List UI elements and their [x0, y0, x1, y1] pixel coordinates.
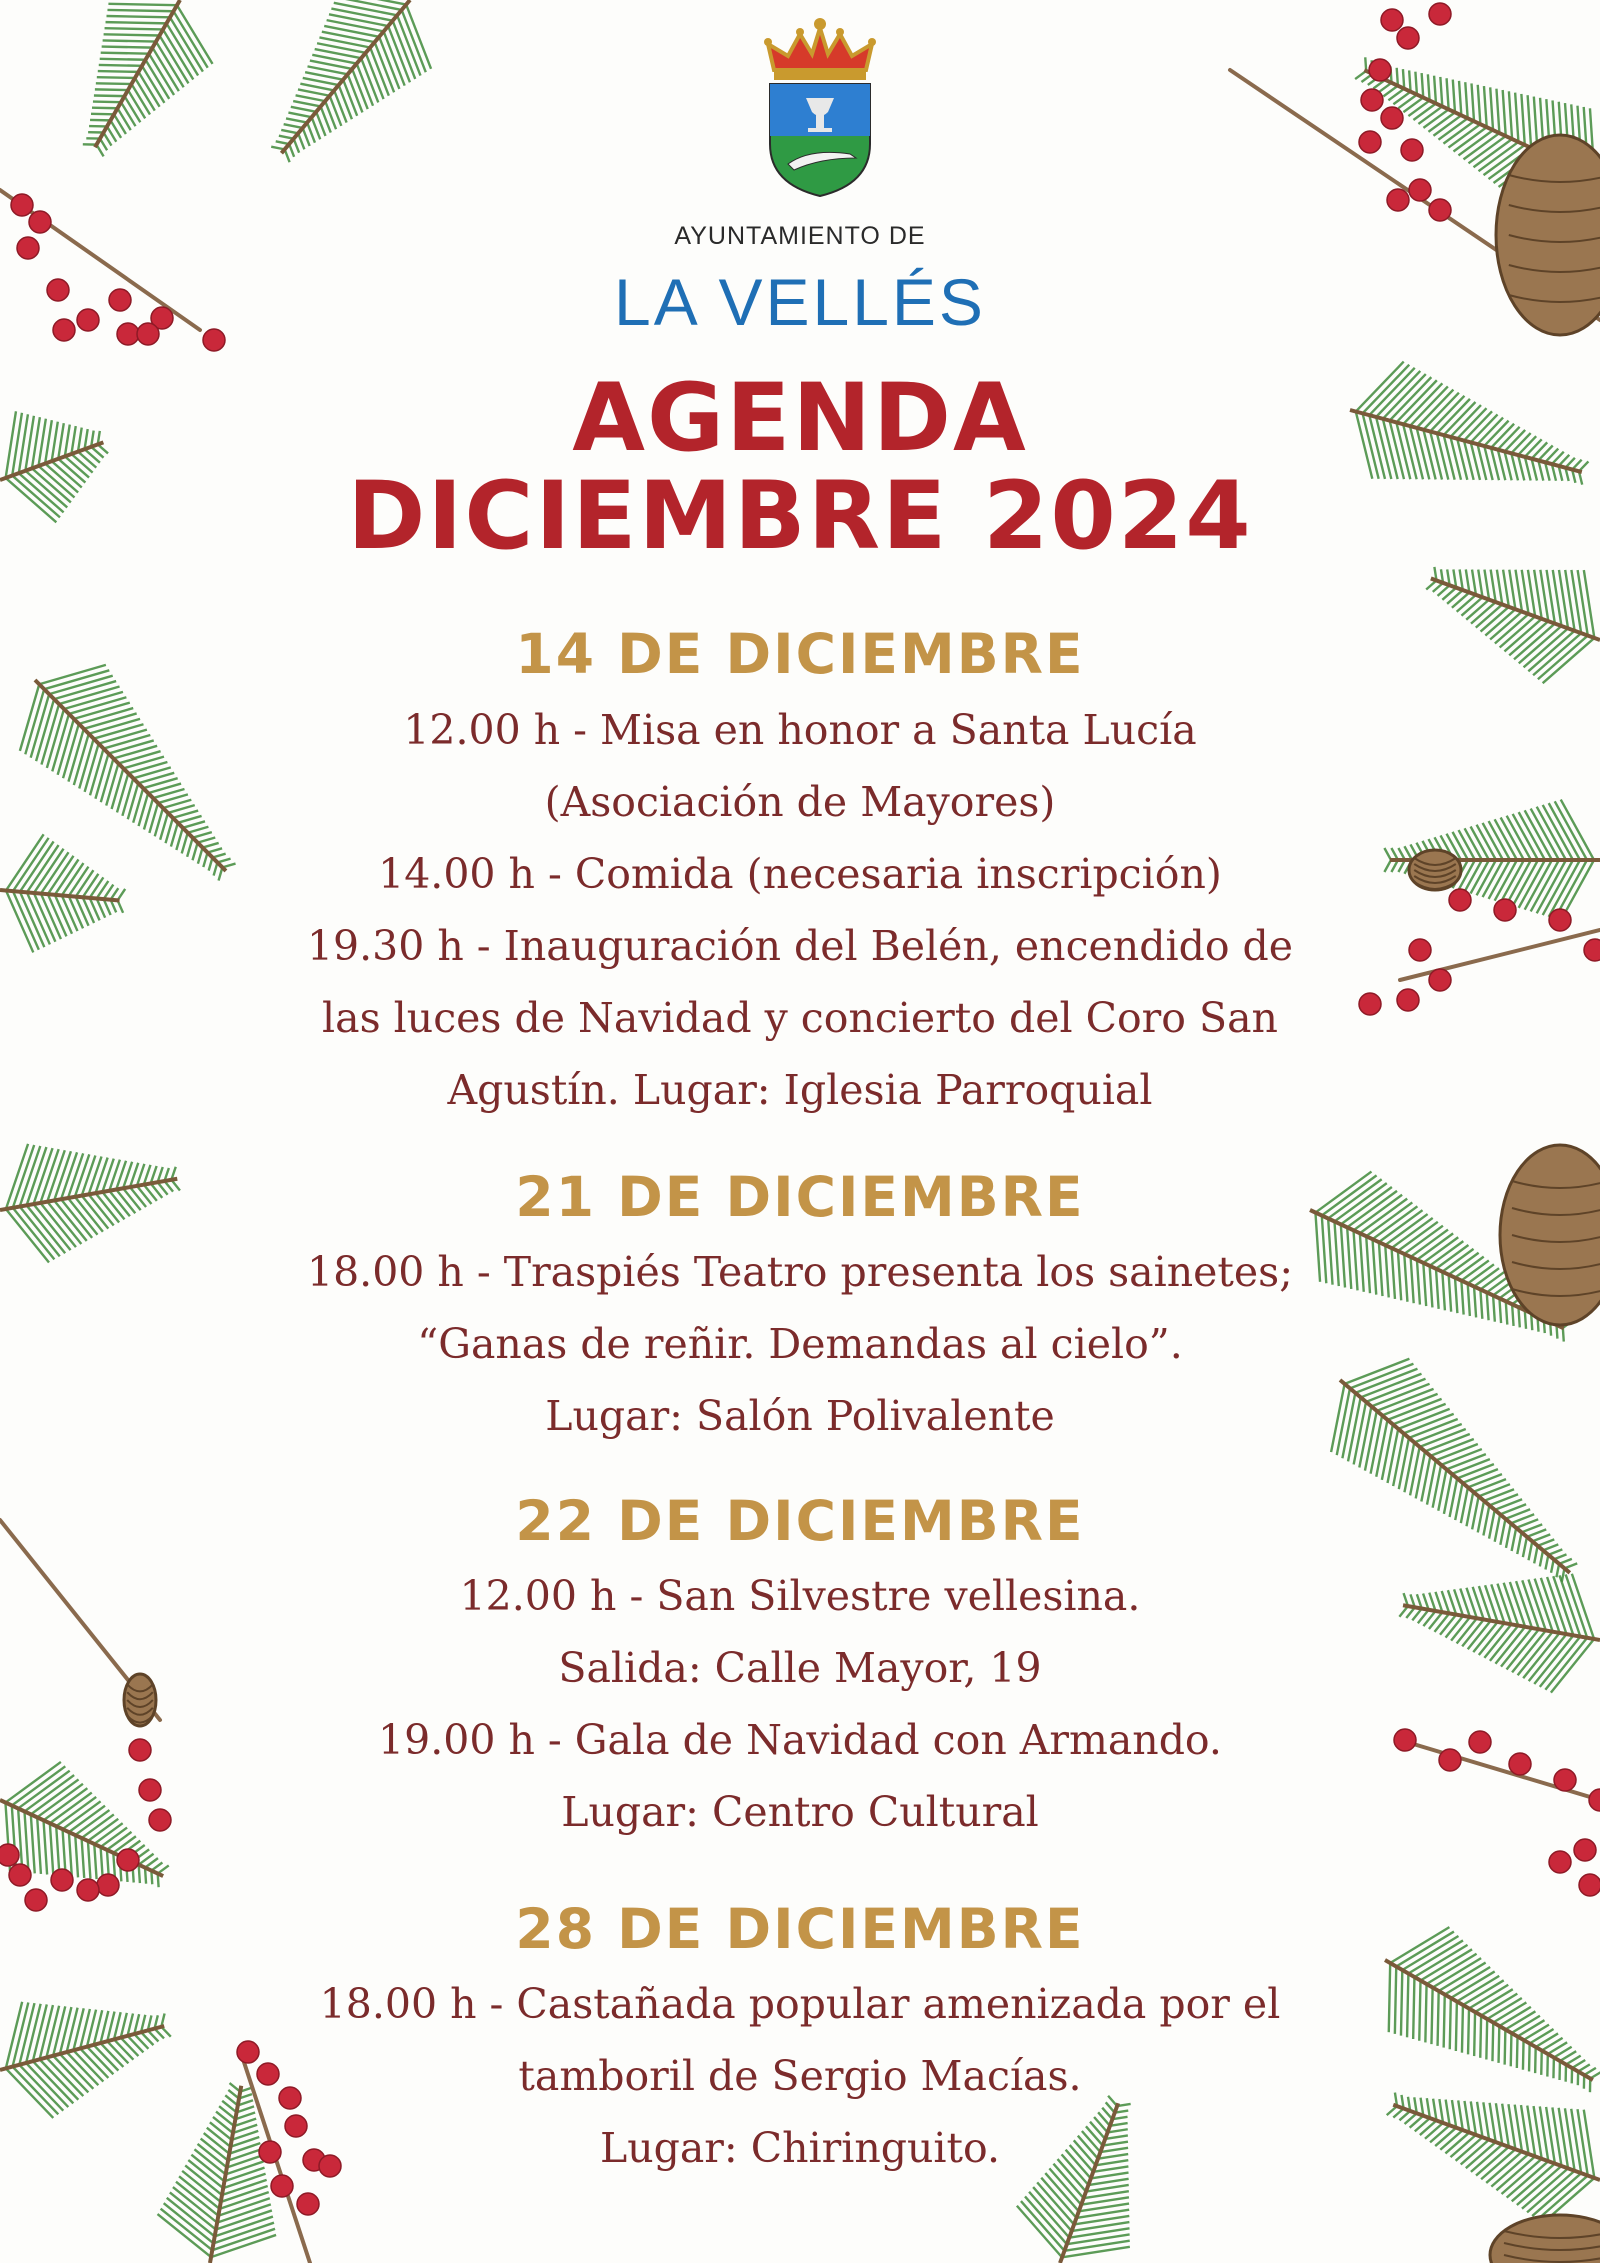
berry-icon [1359, 131, 1381, 153]
agenda-title: AGENDA [572, 364, 1028, 473]
berry-icon [257, 2063, 279, 2085]
pine-branch-icon [41, 0, 232, 180]
berry-icon [1397, 989, 1419, 1011]
berry-icon [137, 323, 159, 345]
berry-icon [1574, 1839, 1596, 1861]
town-name: LA VELLÉS [614, 265, 986, 339]
event-date-heading: 14 DE DICIEMBRE [515, 622, 1085, 686]
berry-icon [271, 2175, 293, 2197]
berry-icon [1381, 107, 1403, 129]
berry-icon [1429, 199, 1451, 221]
event-detail-line: (Asociación de Mayores) [544, 778, 1056, 826]
berry-icon [17, 237, 39, 259]
berry-icon [1387, 189, 1409, 211]
berry-icon [279, 2087, 301, 2109]
event-detail-line: 19.30 h - Inauguración del Belén, encendido de [306, 922, 1294, 970]
berry-icon [1401, 139, 1423, 161]
council-label: AYUNTAMIENTO DE [674, 222, 926, 250]
event-detail-line: las luces de Navidad y concierto del Coro San [322, 994, 1278, 1042]
berry-icon [97, 1874, 119, 1896]
berry-icon [259, 2141, 281, 2163]
pine-branch-icon [1410, 522, 1600, 697]
pine-branch-icon [234, 0, 456, 193]
berry-icon [1409, 179, 1431, 201]
month-title: DICIEMBRE 2024 [347, 462, 1253, 571]
berry-icon [1549, 909, 1571, 931]
berry-icon [1439, 1749, 1461, 1771]
berry-icon [1579, 1874, 1600, 1896]
berry-icon [1409, 939, 1431, 961]
event-detail-line: 18.00 h - Castañada popular amenizada por el [319, 1980, 1281, 2028]
berry-icon [297, 2193, 319, 2215]
event-detail-line: 14.00 h - Comida (necesaria inscripción) [378, 850, 1222, 898]
berry-icon [1397, 27, 1419, 49]
event-detail-line: Salida: Calle Mayor, 19 [558, 1644, 1042, 1692]
berry-icon [117, 323, 139, 345]
berry-icon [1509, 1753, 1531, 1775]
pine-branch-icon [0, 1967, 183, 2128]
berry-icon [77, 1879, 99, 1901]
berry-icon [139, 1779, 161, 1801]
event-detail-line: Lugar: Chiringuito. [599, 2124, 1000, 2172]
pine-branch-icon [0, 831, 129, 960]
event-detail-line: 18.00 h - Traspiés Teatro presenta los sainetes; [306, 1248, 1294, 1296]
berry-icon [149, 1809, 171, 1831]
berry-icon [203, 329, 225, 351]
event-detail-line: Agustín. Lugar: Iglesia Parroquial [447, 1066, 1153, 1114]
pine-branch-icon [0, 387, 124, 536]
berry-icon [1469, 1731, 1491, 1753]
berry-icon [9, 1864, 31, 1886]
berry-icon [1589, 1789, 1600, 1811]
berry-icon [1584, 939, 1600, 961]
event-detail-line: tamboril de Sergio Macías. [518, 2052, 1082, 2100]
berry-icon [1361, 89, 1383, 111]
berry-icon [11, 194, 33, 216]
event-date-heading: 22 DE DICIEMBRE [515, 1489, 1085, 1553]
berry-icon [1429, 969, 1451, 991]
event-detail-line: Lugar: Salón Polivalente [545, 1392, 1055, 1440]
pine-branch-icon [0, 1119, 188, 1269]
berry-icon [129, 1739, 151, 1761]
event-detail-line: 19.00 h - Gala de Navidad con Armando. [378, 1716, 1222, 1764]
berry-icon [1359, 993, 1381, 1015]
berry-icon [47, 279, 69, 301]
coat-of-arms-icon [760, 8, 880, 198]
berry-icon [1554, 1769, 1576, 1791]
berry-icon [1429, 3, 1451, 25]
pine-branch-icon [1334, 351, 1600, 531]
berry-icon [29, 211, 51, 233]
pine-branch-icon [1355, 1907, 1600, 2134]
event-detail-line: 12.00 h - San Silvestre vellesina. [459, 1572, 1141, 1620]
event-detail-line: 12.00 h - Misa en honor a Santa Lucía [403, 706, 1197, 754]
berry-icon [109, 289, 131, 311]
pine-branch-icon [1301, 1333, 1600, 1619]
event-date-heading: 21 DE DICIEMBRE [515, 1165, 1085, 1229]
berry-icon [1494, 899, 1516, 921]
pine-branch-icon [1391, 1546, 1600, 1700]
event-detail-line: Lugar: Centro Cultural [561, 1788, 1039, 1836]
berry-icon [1381, 9, 1403, 31]
berry-icon [117, 1849, 139, 1871]
berry-icon [51, 1869, 73, 1891]
berry-icon [25, 1889, 47, 1911]
berry-icon [77, 309, 99, 331]
berry-icon [53, 319, 75, 341]
berry-icon [1394, 1729, 1416, 1751]
berry-icon [1549, 1851, 1571, 1873]
berry-icon [237, 2041, 259, 2063]
event-date-heading: 28 DE DICIEMBRE [515, 1897, 1085, 1961]
event-detail-line: “Ganas de reñir. Demandas al cielo”. [417, 1320, 1183, 1368]
berry-icon [0, 1844, 19, 1866]
berry-icon [1449, 889, 1471, 911]
berry-icon [1369, 59, 1391, 81]
